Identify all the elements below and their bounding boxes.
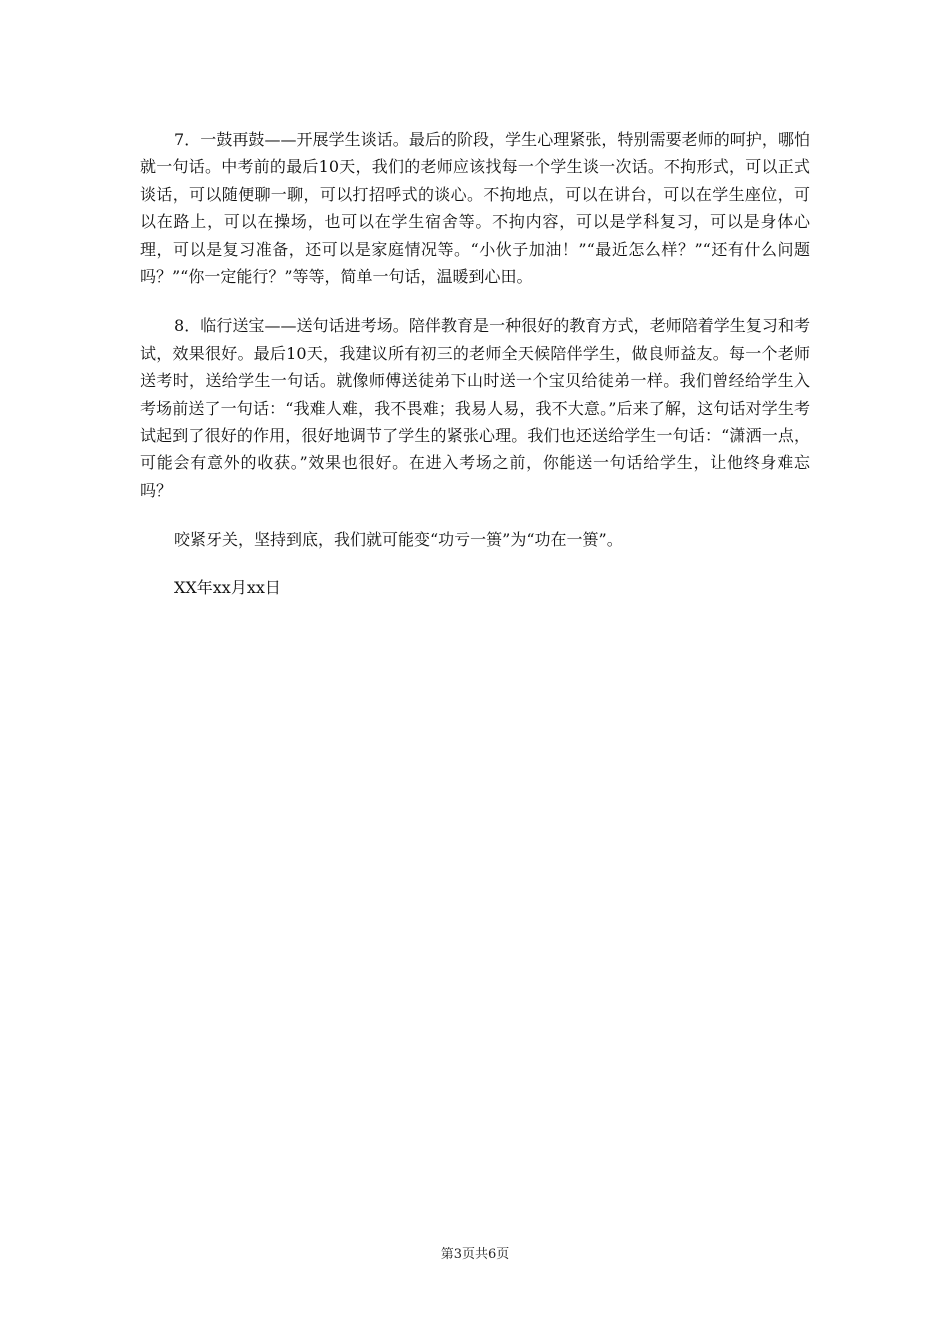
document-date: XX年xx月xx日 [174,577,281,597]
paragraph-exam-send-off: 8．临行送宝——送句话进考场。陪伴教育是一种很好的教育方式，老师陪着学生复习和考试，效果很好。最后10天，我建议所有初三的老师全天候陪伴学生，做良师益友。每一个老师送考时，送给学生一句话。就像师傅送徒弟下山时送一个宝贝给徒弟一样。我们曾经给学生入考场前送了一句话：“我难人难，我不畏难；我易人易，我不大意。”后来了解，这句话对学生考试起到了很好的作用，很好地调节了学生的紧张心理。我们也还送给学生一句话：“潇洒一点，可能会有意外的收获。”效果也很好。在进入考场之前，你能送一句话给学生，让他终身难忘吗？ [140,316,810,500]
document-body [140,126,810,601]
paragraph-closing: 咬紧牙关，坚持到底，我们就可能变“功亏一篑”为“功在一篑”。 [174,530,623,550]
paragraph-student-talk: 7．一鼓再鼓——开展学生谈话。最后的阶段，学生心理紧张，特别需要老师的呵护，哪怕就一句话。中考前的最后10天，我们的老师应该找每一个学生谈一次话。不拘形式，可以正式谈话，可以随便聊一聊，可以打招呼式的谈心。不拘地点，可以在讲台，可以在学生座位，可以在路上，可以在操场，也可以在学生宿舍等。不拘内容，可以是学科复习，可以是身体心理，可以是复习准备，还可以是家庭情况等。“小伙子加油！”“最近怎么样？”“还有什么问题吗？”“你一定能行？”等等，简单一句话，温暖到心田。 [140,130,810,287]
page-number-footer: 第3页共6页 [440,1247,510,1262]
